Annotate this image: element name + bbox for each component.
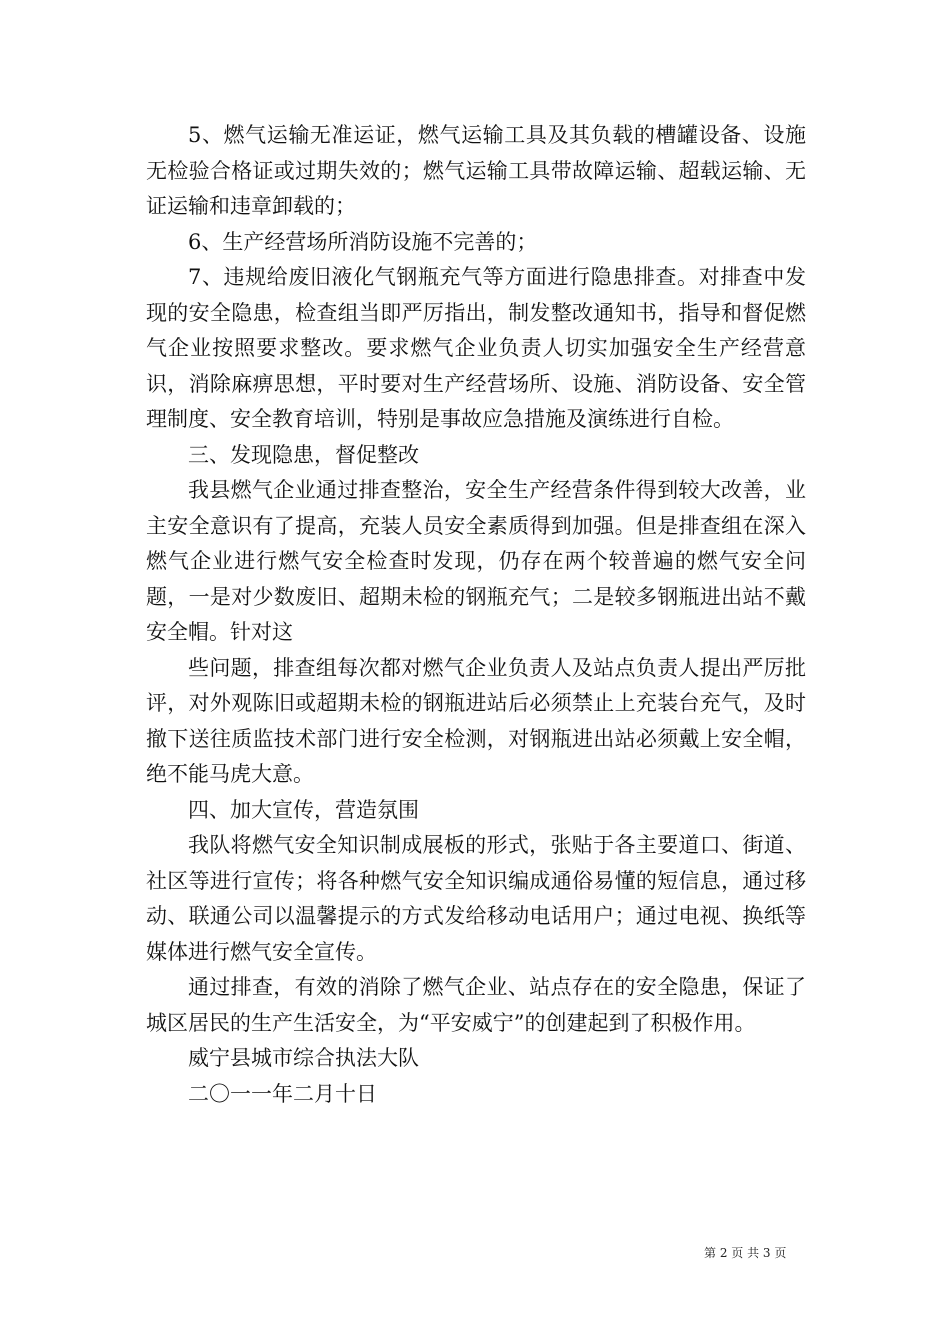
- signature-date: 二〇一一年二月十日: [188, 1081, 377, 1106]
- paragraph-publicity: 我队将燃气安全知识制成展板的形式，张贴于各主要道口、街道、社区等进行宣传；将各种燃气安全知识编成通俗易懂的短信息，通过移动、联通公司以温馨提示的方式发给移动电话用户；通过电视、换纸等媒体进行燃气安全宣传。: [146, 833, 806, 964]
- document-body: [146, 118, 806, 1112]
- page-number: 第 2 页 共 3 页: [704, 1246, 787, 1260]
- section-heading-3: 三、发现隐患，督促整改: [188, 442, 419, 467]
- paragraph-actions: 些问题，排查组每次都对燃气企业负责人及站点负责人提出严厉批评，对外观陈旧或超期未检的钢瓶进站后必须禁止上充装台充气，及时撤下送往质监技术部门进行安全检测，对钢瓶进出站必须戴上安全帽，绝不能马虎大意。: [146, 655, 806, 786]
- paragraph-item-5: 5、燃气运输无准运证，燃气运输工具及其负载的槽罐设备、设施无检验合格证或过期失效的；燃气运输工具带故障运输、超载运输、无证运输和违章卸载的；: [146, 123, 806, 218]
- signature-organization: 威宁县城市综合执法大队: [188, 1046, 419, 1070]
- paragraph-conclusion: 通过排查，有效的消除了燃气企业、站点存在的安全隐患，保证了城区居民的生产生活安全，为“平安威宁”的创建起到了积极作用。: [146, 975, 806, 1035]
- paragraph-item-6: 6、生产经营场所消防设施不完善的；: [188, 229, 538, 254]
- paragraph-item-7: 7、违规给废旧液化气钢瓶充气等方面进行隐患排查。对排查中发现的安全隐患，检查组当即严厉指出，制发整改通知书，指导和督促燃气企业按照要求整改。要求燃气企业负责人切实加强安全生产经营意识，消除麻痹思想，平时要对生产经营场所、设施、消防设备、安全管理制度、安全教育培训，特别是事故应急措施及演练进行自检。: [146, 265, 806, 431]
- section-heading-4: 四、加大宣传，营造氛围: [188, 797, 419, 822]
- paragraph-findings: 我县燃气企业通过排查整治，安全生产经营条件得到较大改善，业主安全意识有了提高，充装人员安全素质得到加强。但是排查组在深入燃气企业进行燃气安全检查时发现，仍存在两个较普遍的燃气安全问题，一是对少数废旧、超期未检的钢瓶充气；二是较多钢瓶进出站不戴安全帽。针对这: [146, 478, 806, 644]
